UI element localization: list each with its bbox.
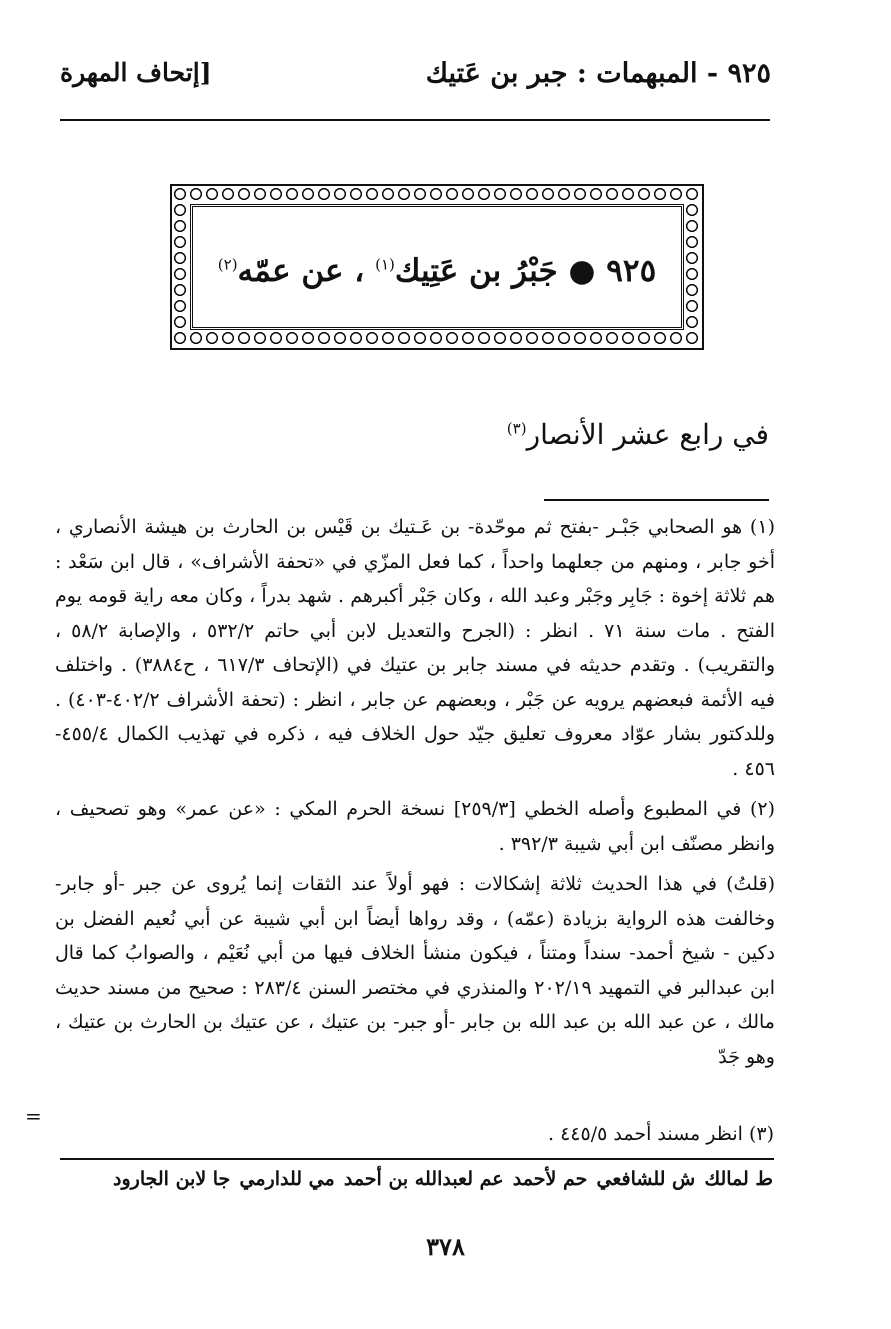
title-inner-box: [190, 204, 684, 330]
entry-title: [193, 253, 681, 289]
book-title: [إتحاف المهرة: [60, 58, 212, 87]
footnote-1: (١) هو الصحابي جَبْـر -بفتح ثم موحّدة- بن عَـتيك بن قَيْس بن الحارث بن هيشة الأنصاري ، أخو جابر ، ومنهم من جعلهما واحداً ، كما فعل المزّي في «تحفة الأشراف» ، قال ابن سَعْد : هم ثلاثة إخوة : جَابِر وجَبْر وعبد الله ، وكان جَبْر أكبرهم . شهد بدراً ، وكان معه راية قومه يوم الفتح . مات سنة ٧١ . انظر : (الجرح والتعديل لابن أبي حاتم ٥٣٢/٢ ، والإصابة ٥٨/٢ ، والتقريب) . وتقدم حديثه في مسند جابر بن عتيك في (الإتحاف ٦١٧/٣ ، ح٣٨٨٤) . واختلف فيه الأئمة فبعضهم يرويه عن جَبْر ، وبعضهم عن جابر ، انظر : (تحفة الأشراف ٤٠٢/٢-٤٠٣) . وللدكتور بشار عوّاد معروف تعليق جيّد حول الخلاف فيه ، ذكره في تهذيب الكمال ٤٥٥/٤- ٤٥٦ .: [55, 516, 775, 780]
siglum: ط لمالك: [704, 1168, 773, 1190]
section-reference: [507, 418, 769, 451]
siglum: جا لابن الجارود: [113, 1168, 231, 1190]
section-text: في رابع عشر الأنصار: [526, 418, 769, 451]
footnote-2: (٢) في المطبوع وأصله الخطي [٢٥٩/٣] نسخة الحرم المكي : «عن عمر» وهو تصحيف ، وانظر مصنّف ابن أبي شيبة ٣٩٢/٣ .: [55, 798, 775, 855]
siglum: حم لأحمد: [512, 1168, 588, 1190]
siglum: مي للدارمي: [239, 1168, 335, 1190]
entry-title-middle: ، عن عمّه: [237, 253, 376, 289]
continuation-mark: =: [25, 1104, 42, 1128]
footnote-separator: [544, 499, 769, 501]
author-note: (قلتُ) في هذا الحديث ثلاثة إشكالات : فهو أولاً عند الثقات إنما يُروى عن جبر -أو جابر- وخالفت هذه الرواية بزيادة (عمّه) ، وقد رواها أيضاً ابن أبي شيبة عن أبي نُعيم الفضل بن دكين - شيخ أحمد- سنداً ومتناً ، فيكون منشأ الخلاف فيها من أبي نُعَيْم ، والصوابُ كما قال ابن عبدالبر في التمهيد ٢٠٢/١٩ والمنذري في مختصر السنن ٢٨٣/٤ : صحيح من مسند حديث مالك ، عن عبد الله بن عبد الله بن جابر -أو جبر- بن عتيك ، عن عتيك بن الحارث بن عتيك ، وهو جَدّ: [55, 873, 776, 1068]
footnote-ref-3: (٣): [506, 419, 527, 438]
header-rule: [60, 119, 770, 121]
chapter-heading: ٩٢٥ - المبهمات : جبر بن عَتيك: [425, 58, 771, 89]
sigla-rule: [60, 1158, 774, 1160]
page-number: ٣٧٨: [426, 1232, 465, 1261]
footnote-ref-2: (٢): [217, 255, 238, 274]
running-header: [60, 58, 771, 104]
footnote-ref-1: (١): [375, 255, 395, 274]
sigla-legend: [113, 1168, 773, 1190]
ornamental-title-frame: [170, 184, 704, 350]
entry-title-main: ٩٢٥ ● جَبْرُ بن عَتِيك: [394, 253, 657, 289]
footnotes-block: [55, 510, 775, 1080]
footnote-3: (٣) انظر مسند أحمد ٤٤٥/٥ .: [548, 1123, 774, 1145]
siglum: عم لعبدالله بن أحمد: [343, 1168, 504, 1190]
siglum: ش للشافعي: [596, 1168, 696, 1190]
